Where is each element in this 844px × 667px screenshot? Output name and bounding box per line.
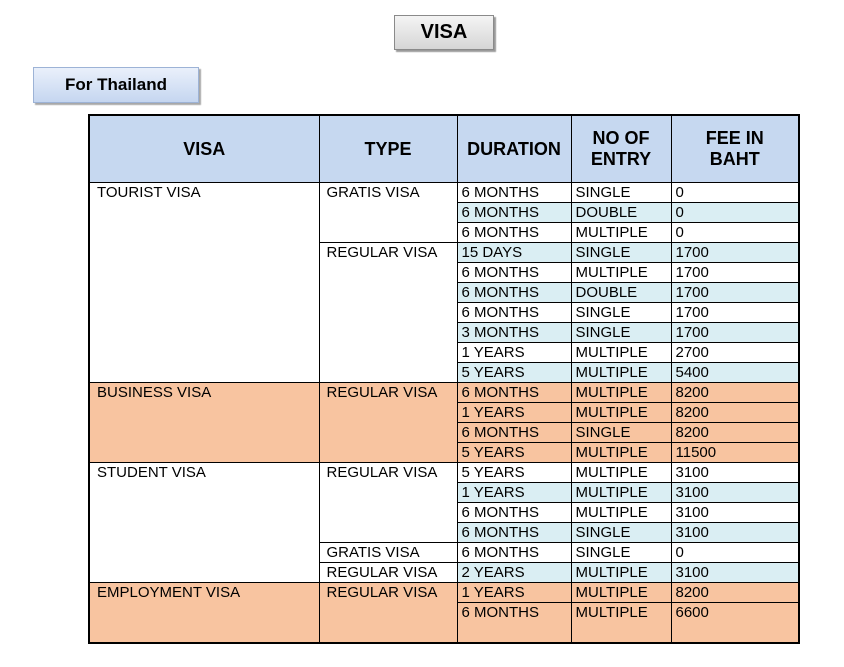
- duration-cell: 6 MONTHS: [457, 383, 571, 403]
- duration-cell: 1 YEARS: [457, 483, 571, 503]
- fee-cell: 1700: [671, 243, 799, 263]
- category-student: STUDENT VISA: [89, 463, 319, 583]
- duration-cell: 1 YEARS: [457, 403, 571, 423]
- entry-cell: SINGLE: [571, 323, 671, 343]
- header-entry-line1: NO OF: [592, 128, 650, 148]
- header-visa: VISA: [89, 115, 319, 183]
- entry-cell: MULTIPLE: [571, 363, 671, 383]
- fee-cell: 1700: [671, 263, 799, 283]
- fee-cell: 3100: [671, 483, 799, 503]
- fee-cell: 2700: [671, 343, 799, 363]
- type-cell: GRATIS VISA: [319, 543, 457, 563]
- header-fee: [671, 115, 799, 183]
- entry-cell: MULTIPLE: [571, 603, 671, 643]
- entry-cell: SINGLE: [571, 303, 671, 323]
- type-cell: REGULAR VISA: [319, 583, 457, 644]
- entry-cell: MULTIPLE: [571, 583, 671, 603]
- type-cell: REGULAR VISA: [319, 243, 457, 383]
- category-employment: EMPLOYMENT VISA: [89, 583, 319, 644]
- fee-cell: 3100: [671, 523, 799, 543]
- entry-cell: SINGLE: [571, 423, 671, 443]
- header-fee-line2: BAHT: [709, 149, 760, 169]
- duration-cell: 1 YEARS: [457, 583, 571, 603]
- duration-cell: 6 MONTHS: [457, 543, 571, 563]
- header-entry-line2: ENTRY: [590, 149, 652, 169]
- fee-cell: 5400: [671, 363, 799, 383]
- duration-cell: 5 YEARS: [457, 443, 571, 463]
- fee-cell: 8200: [671, 403, 799, 423]
- fee-cell: 8200: [671, 423, 799, 443]
- duration-cell: 2 YEARS: [457, 563, 571, 583]
- entry-cell: DOUBLE: [571, 283, 671, 303]
- section-subtitle: For Thailand: [33, 67, 199, 103]
- table-row: [89, 463, 799, 483]
- fee-cell: 6600: [671, 603, 799, 643]
- entry-cell: MULTIPLE: [571, 383, 671, 403]
- category-business: BUSINESS VISA: [89, 383, 319, 463]
- header-fee-line1: FEE IN: [705, 128, 764, 148]
- entry-cell: MULTIPLE: [571, 503, 671, 523]
- duration-cell: 6 MONTHS: [457, 203, 571, 223]
- duration-cell: 5 YEARS: [457, 363, 571, 383]
- entry-cell: MULTIPLE: [571, 483, 671, 503]
- entry-cell: MULTIPLE: [571, 223, 671, 243]
- page-title: VISA: [394, 15, 494, 50]
- entry-cell: SINGLE: [571, 183, 671, 203]
- duration-cell: 6 MONTHS: [457, 503, 571, 523]
- fee-cell: 3100: [671, 503, 799, 523]
- entry-cell: SINGLE: [571, 543, 671, 563]
- header-duration: DURATION: [457, 115, 571, 183]
- duration-cell: 6 MONTHS: [457, 303, 571, 323]
- duration-cell: 15 DAYS: [457, 243, 571, 263]
- fee-cell: 3100: [671, 563, 799, 583]
- fee-cell: 0: [671, 543, 799, 563]
- type-cell: REGULAR VISA: [319, 383, 457, 463]
- entry-cell: SINGLE: [571, 523, 671, 543]
- fee-cell: 8200: [671, 583, 799, 603]
- visa-fee-table: [88, 114, 800, 644]
- table-row: [89, 183, 799, 203]
- entry-cell: MULTIPLE: [571, 443, 671, 463]
- duration-cell: 6 MONTHS: [457, 263, 571, 283]
- entry-cell: MULTIPLE: [571, 463, 671, 483]
- duration-cell: 1 YEARS: [457, 343, 571, 363]
- duration-cell: 3 MONTHS: [457, 323, 571, 343]
- type-cell: GRATIS VISA: [319, 183, 457, 243]
- fee-cell: 3100: [671, 463, 799, 483]
- duration-cell: 6 MONTHS: [457, 603, 571, 643]
- entry-cell: SINGLE: [571, 243, 671, 263]
- duration-cell: 5 YEARS: [457, 463, 571, 483]
- fee-cell: 1700: [671, 283, 799, 303]
- duration-cell: 6 MONTHS: [457, 223, 571, 243]
- table-header-row: [89, 115, 799, 183]
- entry-cell: MULTIPLE: [571, 563, 671, 583]
- table-row: [89, 383, 799, 403]
- header-entry: [571, 115, 671, 183]
- type-cell: REGULAR VISA: [319, 463, 457, 543]
- table-row: [89, 583, 799, 603]
- duration-cell: 6 MONTHS: [457, 183, 571, 203]
- fee-cell: 1700: [671, 323, 799, 343]
- entry-cell: MULTIPLE: [571, 403, 671, 423]
- fee-cell: 0: [671, 223, 799, 243]
- category-tourist: TOURIST VISA: [89, 183, 319, 383]
- duration-cell: 6 MONTHS: [457, 283, 571, 303]
- fee-cell: 8200: [671, 383, 799, 403]
- entry-cell: MULTIPLE: [571, 263, 671, 283]
- fee-cell: 11500: [671, 443, 799, 463]
- duration-cell: 6 MONTHS: [457, 423, 571, 443]
- fee-cell: 0: [671, 203, 799, 223]
- entry-cell: MULTIPLE: [571, 343, 671, 363]
- duration-cell: 6 MONTHS: [457, 523, 571, 543]
- fee-cell: 0: [671, 183, 799, 203]
- type-cell: REGULAR VISA: [319, 563, 457, 583]
- fee-cell: 1700: [671, 303, 799, 323]
- entry-cell: DOUBLE: [571, 203, 671, 223]
- header-type: TYPE: [319, 115, 457, 183]
